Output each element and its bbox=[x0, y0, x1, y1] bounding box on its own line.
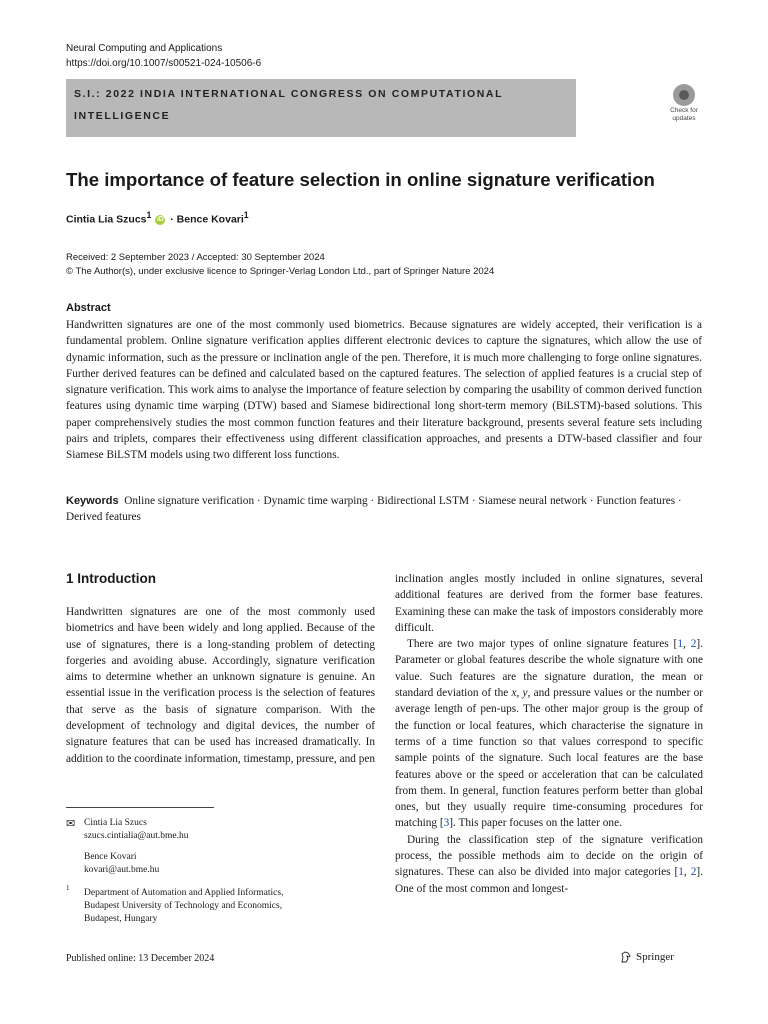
article-dates bbox=[66, 251, 494, 279]
section-heading-introduction: 1 Introduction bbox=[66, 571, 156, 586]
citation-2[interactable]: 2 bbox=[690, 638, 697, 651]
author-2[interactable]: Bence Kovari bbox=[176, 213, 244, 226]
intro-paragraph-2: There are two major types of online signature features [1, 2]. Parameter or global features describe the whole signature with one value. Such features are the signature duration, the mean or standard deviation of the x, y, and pressure values or the number or average length of pen-ups. The other major group is the group of the function or local features, which characterise the signature in terms of a time function so that values correspond to specific sample points of the signature. Such local features are the base features above or the speed or acceleration that can be calculated from them. In general, function features perform better than global ones, but they usually require time-consuming procedures for matching [3]. This paper focuses on the latter one. bbox=[395, 638, 703, 830]
footnote-author-2: Bence Kovari bbox=[84, 852, 137, 862]
special-issue-banner bbox=[66, 79, 576, 137]
springer-horse-icon bbox=[620, 951, 632, 963]
affiliation-marker: 1 bbox=[66, 884, 70, 892]
citation-1b[interactable]: 1 bbox=[678, 866, 684, 879]
left-column bbox=[66, 604, 375, 767]
abstract-text: Handwritten signatures are one of the most commonly used biometrics. Because signatures are widely accepted, their verification is a fundamental problem. Online signature verification applies different electronic devices to capture the signatures, which allow the use of dynamic information, such as the pressure or inclination angle of the pen. Therefore, it is much more challenging to forge online signatures. Further derived features can be defined and calculated based on the captured features. The selection of applied features is a crucial step of signature verification. This work aims to analyse the importance of feature selection by comparing the usability of common derived function features using dynamic time warping (DTW) based and Siamese bidirectional long short-term memory (BiLSTM)-based solutions. This paper comprehensively studies the most common function features and their literature background, presents several feature sets including pairs and triplets, compares their effectiveness using different classification approaches, and presents a DTW-based classifier and four Siamese BiLSTM models using two different loss functions. bbox=[66, 319, 702, 462]
check-updates-label-1: Check for bbox=[670, 107, 698, 114]
orcid-icon[interactable]: iD bbox=[156, 215, 164, 223]
publisher-logo bbox=[620, 951, 674, 963]
citation-3[interactable]: 3 bbox=[443, 817, 450, 830]
intro-paragraph-continued: inclination angles mostly included in online signatures, several additional features are derived from the former base features. Examining these can make the task of impostors considerably more difficult. bbox=[395, 573, 703, 634]
footnote-email-1[interactable]: szucs.cintialia@aut.bme.hu bbox=[84, 831, 189, 841]
abstract-heading: Abstract bbox=[66, 302, 111, 314]
citation-1[interactable]: 1 bbox=[677, 638, 683, 651]
journal-header bbox=[66, 41, 261, 71]
check-for-updates-badge[interactable] bbox=[664, 84, 704, 126]
special-issue-line1: S.I.: 2022 INDIA INTERNATIONAL CONGRESS ON COMPUTATIONAL bbox=[74, 88, 504, 100]
corresponding-author-block bbox=[84, 817, 189, 877]
envelope-icon: ✉ bbox=[66, 818, 76, 830]
author-line bbox=[66, 210, 249, 226]
author-separator: · bbox=[167, 213, 177, 226]
paper-title: The importance of feature selection in online signature verification bbox=[66, 169, 655, 190]
publisher-name: Springer bbox=[636, 951, 674, 963]
copyright-notice: © The Author(s), under exclusive licence to Springer-Verlag London Ltd., part of Springer Nature 2024 bbox=[66, 266, 495, 277]
author-1[interactable]: Cintia Lia Szucs bbox=[66, 213, 147, 226]
doi-link[interactable]: https://doi.org/10.1007/s00521-024-10506-6 bbox=[66, 58, 262, 69]
keywords-label: Keywords bbox=[66, 495, 119, 507]
footnote-email-2[interactable]: kovari@aut.bme.hu bbox=[84, 865, 160, 875]
footnote-author-1: Cintia Lia Szucs bbox=[84, 818, 147, 828]
footnote-divider bbox=[66, 807, 214, 808]
check-updates-icon bbox=[673, 84, 695, 106]
keywords bbox=[66, 493, 706, 526]
intro-paragraph-3: During the classification step of the signature verification process, the possible methods aim to decide on the origin of signatures. These can also be divided into major categories [1, 2]. One of the most common and longest- bbox=[395, 833, 703, 895]
affiliation-block: Department of Automation and Applied Informatics, Budapest University of Technology and Economics, Budapest, Hungary bbox=[84, 888, 284, 924]
citation-2b[interactable]: 2 bbox=[690, 866, 697, 879]
received-accepted: Received: 2 September 2023 / Accepted: 30 September 2024 bbox=[66, 252, 325, 263]
published-date: Published online: 13 December 2024 bbox=[66, 953, 215, 964]
author-1-affil: 1 bbox=[146, 210, 152, 220]
journal-name: Neural Computing and Applications bbox=[66, 43, 223, 54]
keywords-text: Online signature verification · Dynamic time warping · Bidirectional LSTM · Siamese neural network · Function features · Derived features bbox=[66, 495, 682, 524]
check-updates-label-2: updates bbox=[672, 115, 696, 122]
special-issue-line2: INTELLIGENCE bbox=[74, 110, 171, 122]
intro-paragraph-1: Handwritten signatures are one of the most commonly used biometrics and have been widely and long applied. Because of the use of signatures, there is a long-standing problem of detecting forgeries and avoiding abuse. Accordingly, signature verification aims to determine whether an unknown signature is genuine. An essential issue in the verification process is the selection of features that serve as the basis of signature comparison. With the development of technology and digital devices, the number of signature features that can be used has increased dramatically. In addition to the coordinate information, timestamp, pressure, and pen bbox=[66, 606, 376, 765]
author-2-affil: 1 bbox=[243, 210, 249, 220]
right-column bbox=[395, 571, 703, 897]
